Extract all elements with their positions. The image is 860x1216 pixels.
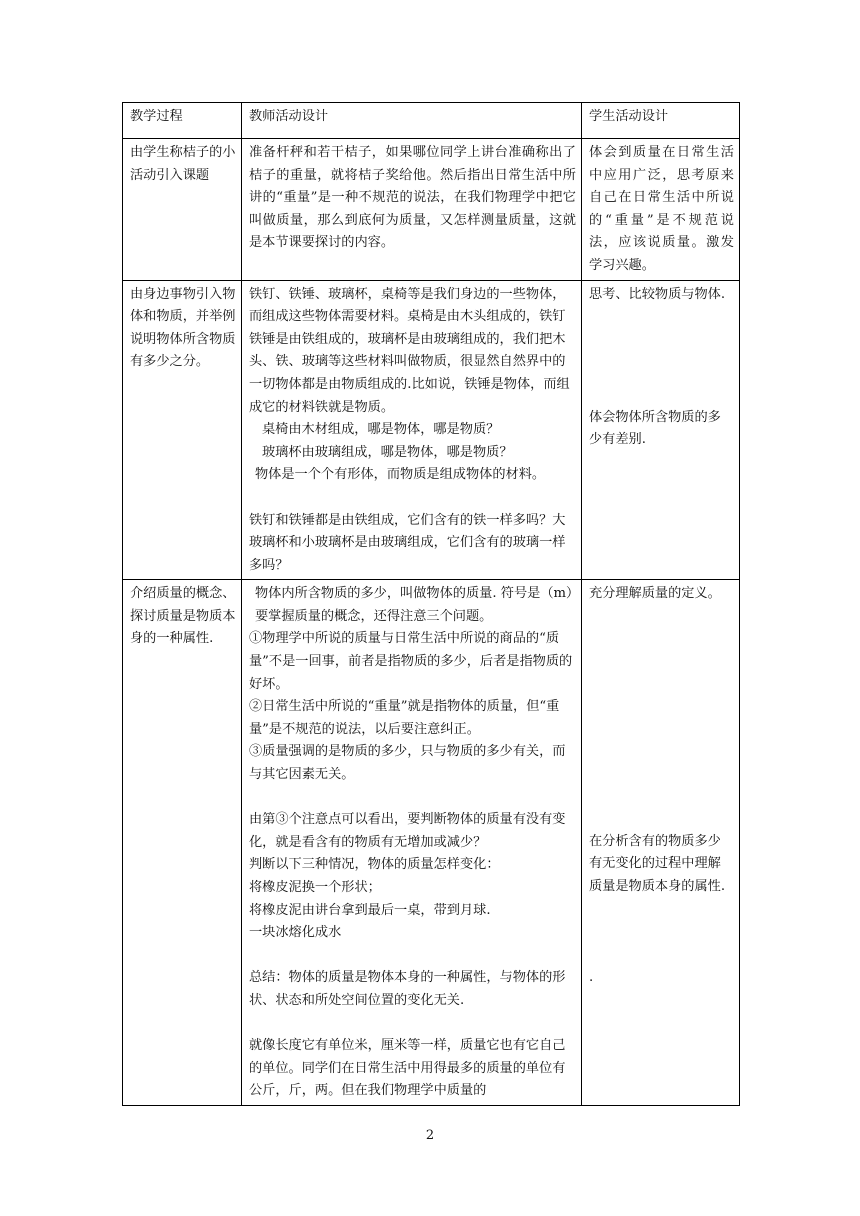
process-cell: 由学生称桔子的小活动引入课题 <box>123 139 242 281</box>
teacher-paragraph: 桌椅由木材组成，哪是物体，哪是物质？ <box>262 422 500 438</box>
teacher-paragraph: 由第③个注意点可以看出，要判断物体的质量有没有变化，就是看含有的物质有无增加或减少？ <box>249 812 566 850</box>
table-row <box>123 280 740 580</box>
blank-line <box>589 606 734 831</box>
blank-line <box>589 351 734 374</box>
lesson-plan-table <box>122 102 740 1106</box>
table-row <box>123 580 740 1106</box>
student-cell <box>582 280 740 580</box>
teacher-paragraph: ①物理学中所说的质量与日常生活中所说的商品的“质量”不是一回事，前者是指物质的多少，后者是指物质的好坏。 <box>249 631 573 692</box>
table-header-row <box>123 103 740 139</box>
teacher-paragraph: 铁钉、铁锤、玻璃杯，桌椅等是我们身边的一些物体，而组成这些物体需要材料。桌椅是由木头组成的，铁钉铁锤是由铁组成的，玻璃杯是由玻璃组成的，我们把木头、铁、玻璃等这些材料叫做物质，很显然自然界中的一切物体都是由物质组成的.比如说，铁锤是物体，而组成它的材料铁就是物质。 <box>249 286 570 415</box>
teacher-paragraph: 铁钉和铁锤都是由铁组成，它们含有的铁一样多吗？大玻璃杯和小玻璃杯是由玻璃组成，它们含有的玻璃一样多吗？ <box>249 512 566 573</box>
blank-line <box>249 945 576 968</box>
header-student-activity: 学生活动设计 <box>582 103 740 139</box>
student-paragraph: . <box>589 969 594 985</box>
teacher-cell <box>242 280 582 580</box>
teacher-paragraph: 将橡皮泥换一个形状； <box>249 880 381 895</box>
student-paragraph: 体会物体所含物质的多少有差别. <box>589 409 721 448</box>
student-cell <box>582 139 740 281</box>
teacher-paragraph: 要掌握质量的概念，还得注意三个问题。 <box>255 608 493 624</box>
student-paragraph: 在分析含有的物质多少有无变化的过程中理解质量是物质本身的属性. <box>589 833 726 895</box>
blank-line <box>249 487 576 510</box>
teacher-paragraph: 玻璃杯由玻璃组成，哪是物体，哪是物质？ <box>262 444 513 460</box>
process-cell: 由身边事物引入物体和物质，并举例说明物体所含物质有多少之分。 <box>123 280 242 580</box>
teacher-paragraph: 就像长度它有单位米，厘米等一样，质量它也有它自己的单位。同学们在日常生活中用得最多的质量的单位有公斤，斤，两。但在我们物理学中质量的 <box>249 1038 566 1099</box>
blank-line <box>249 1013 576 1036</box>
teacher-paragraph: 准备杆秤和若干桔子，如果哪位同学上讲台准确称出了桔子的重量，就将桔子奖给他。然后指出日常生活中所讲的“重量”是一种不规范的说法，在我们物理学中把它叫做质量，那么到底何为质量，又怎样测量质量，这就是本节课要探讨的内容。 <box>249 145 576 251</box>
blank-line <box>589 306 734 329</box>
page-number: 2 <box>425 1128 435 1143</box>
header-teacher-activity: 教师活动设计 <box>242 103 582 139</box>
blank-line <box>589 374 734 397</box>
blank-line <box>589 899 734 967</box>
blank-line <box>589 397 734 407</box>
student-cell <box>582 580 740 1106</box>
teacher-paragraph: 总结：物体的质量是物体本身的一种属性，与物体的形状、状态和所处空间位置的变化无关. <box>249 970 566 1008</box>
teacher-paragraph: 物体内所含物质的多少，叫做物体的质量. 符号是（m） <box>255 586 580 602</box>
teacher-paragraph: 判断以下三种情况，物体的质量怎样变化： <box>249 857 500 873</box>
header-process: 教学过程 <box>123 103 242 139</box>
table-row <box>123 139 740 281</box>
teacher-cell <box>242 580 582 1106</box>
student-paragraph: 充分理解质量的定义。 <box>589 586 721 602</box>
teacher-paragraph: ②日常生活中所说的“重量”就是指物体的质量，但“重量”是不规范的说法，以后要注意纠正。 <box>249 699 560 737</box>
teacher-paragraph: 将橡皮泥由讲台拿到最后一桌，带到月球. <box>249 902 491 918</box>
process-cell: 介绍质量的概念、探讨质量是物质本身的一种属性. <box>123 580 242 1106</box>
teacher-cell <box>242 139 582 281</box>
teacher-paragraph: 一块冰熔化成水 <box>249 925 342 941</box>
teacher-paragraph: 物体是一个个有形体，而物质是组成物体的材料。 <box>255 467 546 483</box>
student-paragraph: 体会到质量在日常生活中应用广泛，思考原来自己在日常生活中所说的“重量”是不规范说法，应该说质量。激发学习兴趣。 <box>589 145 734 273</box>
blank-line <box>589 329 734 352</box>
student-paragraph: 思考、比较物质与物体. <box>589 286 726 302</box>
teacher-paragraph: ③质量强调的是物质的多少，只与物质的多少有关，而与其它因素无关。 <box>249 744 566 783</box>
blank-line <box>249 787 576 810</box>
